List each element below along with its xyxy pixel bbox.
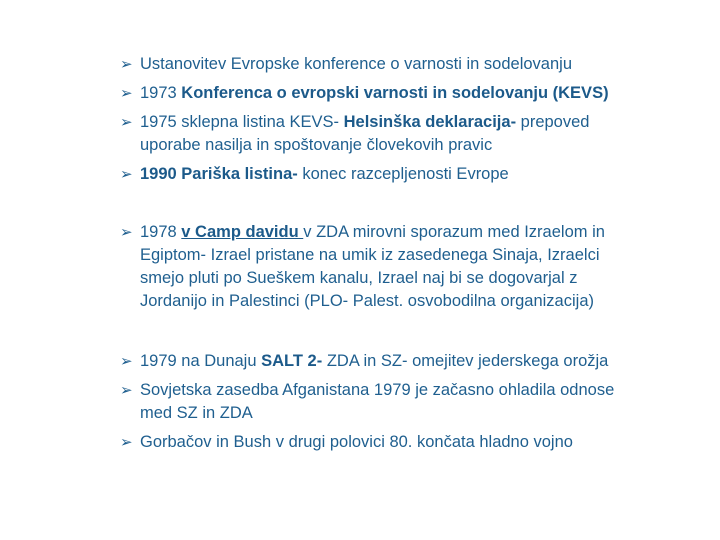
text-segment: konec razcepljenosti Evrope [297,165,509,183]
bold-text: Konferenca o evropski varnosti in sodelovanju (KEVS) [181,84,609,102]
bullet-item [120,379,680,425]
text-segment: Sovjetska zasedba Afganistana 1979 je začasno ohladila odnose [140,381,615,399]
text-segment: Ustanovitev Evropske konference o varnosti in sodelovanju [140,55,572,73]
bullet-item [120,82,680,105]
arrow-bullet-icon: ➢ [120,353,133,370]
arrow-bullet-icon: ➢ [120,224,133,241]
bullet-line [120,82,680,105]
text-segment: 1978 [140,223,182,241]
bullet-item [120,163,680,186]
bullet-line [120,134,680,157]
text-segment: med SZ in ZDA [140,404,253,422]
bullet-line [120,402,680,425]
bullet-line [120,379,680,402]
text-segment: smejo pluti po Sueškem kanalu, Izrael naj bi se dogovarjal z [140,269,578,287]
bullet-line [120,53,680,76]
bullet-item [120,431,680,454]
bullet-line [120,163,680,186]
arrow-bullet-icon: ➢ [120,114,133,131]
text-segment: 1979 na Dunaju [140,352,262,370]
bullet-line [120,111,680,134]
text-segment: Jordanijo in Palestinci (PLO- Palest. osvobodilna organizacija) [140,292,594,310]
bold-text: Helsinška deklaracija- [343,113,517,131]
bullet-line [120,221,680,244]
bold-text: SALT 2- [261,352,323,370]
arrow-bullet-icon: ➢ [120,434,133,451]
text-segment: prepoved [516,113,590,131]
bullet-line [120,267,680,290]
link-text[interactable]: v Camp davidu [181,223,304,241]
arrow-bullet-icon: ➢ [120,56,133,73]
bullet-line [120,431,680,454]
text-segment: uporabe nasilja in spoštovanje človekovih pravic [140,136,493,154]
bullet-item [120,111,680,157]
arrow-bullet-icon: ➢ [120,382,133,399]
text-segment: Egiptom- Izrael pristane na umik iz zasedenega Sinaja, Izraelci [140,246,600,264]
text-segment: 1973 [140,84,182,102]
text-segment: Gorbačov in Bush v drugi polovici 80. končata hladno vojno [140,433,573,451]
text-segment: 1975 sklepna listina KEVS- [140,113,344,131]
bullet-item [120,221,680,313]
text-segment: ZDA in SZ- omejitev jederskega orožja [322,352,609,370]
bullet-item [120,350,680,373]
arrow-bullet-icon: ➢ [120,85,133,102]
bold-text: 1990 Pariška listina- [140,165,298,183]
bullet-line [120,350,680,373]
text-segment: v ZDA mirovni sporazum med Izraelom in [303,223,605,241]
bullet-line [120,290,680,313]
bullet-line [120,244,680,267]
bullet-item [120,53,680,76]
arrow-bullet-icon: ➢ [120,166,133,183]
